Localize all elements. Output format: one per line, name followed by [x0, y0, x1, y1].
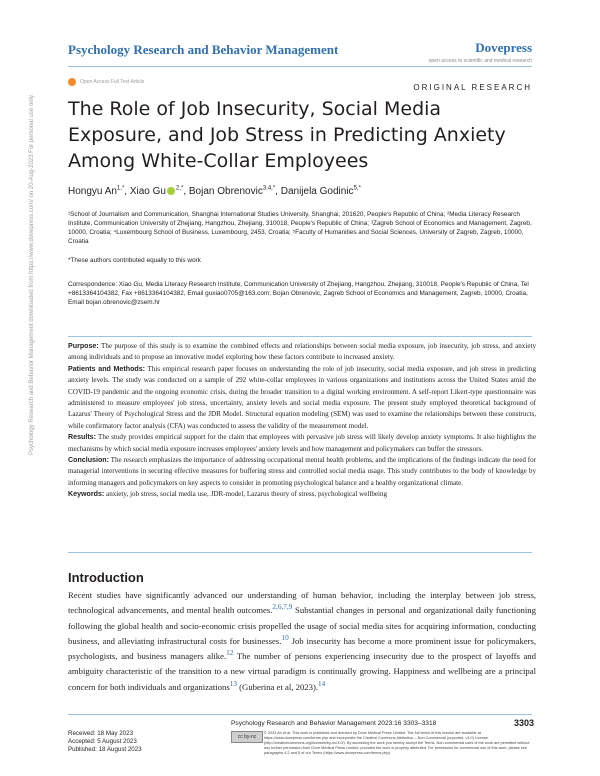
publisher-tagline: open access to scientific and medical research: [428, 58, 532, 64]
affiliations: ¹School of Journalism and Communication, Shanghai International Studies University, Shanghai, 201620, People's Republic of China; ²Media Literacy Research Institute, Communication University of Zhejiang, Hangzhou, Zhejiang, 310018, People's Republic of China; ³Zagreb School of Economics and Management, Zagreb, 10000, Croatia; ⁴Luxembourg School of Business, Luxembourg, 2453, Croatia; ⁵Faculty of Humanities and Social Sciences, University of Zagreb, Zagreb, 10000, Croatia: [68, 211, 532, 245]
footer-rule: [68, 714, 532, 715]
publisher-brand: [429, 40, 532, 64]
publisher-logo: Dovepress: [475, 40, 532, 55]
citation-link[interactable]: 2,6,7,9: [272, 603, 293, 612]
page-number: 3303: [513, 718, 534, 728]
license-badge[interactable]: [231, 731, 263, 743]
license-text: © 2023 An et al. This work is published and licensed by Dove Medical Press Limited. The full terms of this license are available at https://www.dovepress.com/terms.php and incorporate the Creative Commons Attribution – Non Commercial (unported, v3.0) License (http://creativecommons.org/licenses/by-nc/3.0/). By accessing the work you hereby accept the Terms. Non-commercial uses of the work are permitted without any further permission from Dove Medical Press Limited, provided the work is properly attributed. For permission for commercial use of this work, please see paragraphs 4.2 and 5 of our Terms (https://www.dovepress.com/terms.php).: [264, 731, 530, 755]
open-access-note: [68, 78, 144, 86]
abstract-label: Patients and Methods:: [68, 364, 146, 373]
cc-license-icon[interactable]: cc by-nc: [231, 731, 263, 743]
citation-link[interactable]: 14: [318, 679, 326, 688]
abstract: [68, 341, 536, 501]
intro-text: (Guberina et al, 2023).: [236, 681, 319, 692]
header-divider: [68, 66, 532, 67]
abstract-keywords: anxiety, job stress, social media use, JDR-model, Lazarus theory of stress, psychological wellbeing: [106, 490, 388, 499]
citation-link[interactable]: 10: [281, 634, 289, 642]
published-date: Published: 18 August 2023: [68, 746, 142, 753]
footer-citation: Psychology Research and Behavior Management 2023:16 3303–3318: [231, 720, 437, 727]
author-affil-ref: 2,*: [175, 185, 184, 192]
journal-title: Psychology Research and Behavior Management: [68, 42, 339, 57]
abstract-label: Purpose:: [68, 342, 99, 350]
intro-text: Job insecurity has become a more prominent issue for policymakers, psychologists, and business managers alike.: [68, 635, 537, 662]
abstract-top-rule: [68, 336, 532, 337]
abstract-results: The study provides empirical support for the claim that employees with pervasive job stress will likely develop anxiety symptoms. It also highlights the mechanisms by which social media exposure increases employees' anxiety levels and how management and policymakers can buffer the stressors.: [68, 433, 536, 453]
author-name: Danijela Godinic: [280, 186, 354, 197]
section-heading: Introduction: [68, 570, 144, 585]
intro-text: Substantial changes in personal and organizational daily functioning following the global health and socio-economic crisis propelled the usage of social media sites for acquiring information, conducting business, and alleviating infrastructural costs for businesses.: [68, 605, 536, 646]
open-access-icon: [68, 78, 76, 86]
article-type: ORIGINAL RESEARCH: [413, 83, 532, 92]
author-name: Xiao Gu: [129, 186, 166, 197]
abstract-purpose: The purpose of this study is to examine the combined effects and relationships between social media exposure, job insecurity, job stress, and anxiety among individuals and to propose an innovative model exploring how these factors contribute to increased anxiety.: [68, 342, 536, 362]
introduction-text: [68, 588, 536, 695]
download-watermark: Psychology Research and Behavior Management downloaded from https://www.dovepress.com/ on 20-Aug-2023 For personal use only.: [29, 93, 35, 455]
article-title: The Role of Job Insecurity, Social Media Exposure, and Job Stress in Predicting Anxiety Among White-Collar Employees: [68, 98, 506, 172]
received-date: Received: 18 May 2023: [68, 730, 134, 737]
orcid-icon[interactable]: [167, 187, 175, 195]
intro-text: Recent studies have significantly advanced our understanding of human behavior, including the interplay between job stress, technological advancements, and mental health outcomes.: [68, 590, 536, 616]
article-dates: [68, 730, 142, 754]
equal-contribution-note: *These authors contributed equally to this work: [68, 257, 201, 264]
accepted-date: Accepted: 5 August 2023: [68, 738, 137, 745]
author-name: Bojan Obrenovic: [188, 186, 263, 197]
author-affil-ref: 5,*: [353, 185, 361, 192]
open-access-label: Open Access Full Text Article: [80, 79, 145, 85]
citation-link[interactable]: 12: [226, 649, 234, 658]
author-affil-ref: 3,4,*: [262, 185, 276, 192]
citation-link[interactable]: 13: [229, 679, 237, 688]
abstract-label: Keywords:: [68, 490, 105, 499]
abstract-methods: This empirical research paper focuses on understanding the role of job insecurity, social media exposure, and job stress in predicting anxiety levels. The study was conducted on a sample of 292 white-collar employees in various organizations and institutions across the United States amid the COVID-19 pandemic and the ongoing economic crisis, during the broader transition to a digital working environment. A self-report Likert-type questionnaire was administered to measure employees' job stress, uncertainty, anxiety levels and social media exposure. The present study employed theoretical background of Lazarus' Theory of Psychological Stress and the JDR Model. Structural equation modeling (SEM) was used to examine the relationships between these constructs, while confirmatory factor analysis (CFA) was conducted to assess the validity of the measurement model.: [68, 364, 536, 430]
abstract-label: Results:: [68, 433, 96, 442]
author-list: Hongyu $An^{1,*}$, Xiao Gu $^{2,*}$, Bojan Obrenovic$^{3,4,*}$, Danijela Godinic$^{5,*}$: [68, 185, 361, 197]
abstract-bottom-rule: [68, 552, 532, 553]
abstract-label: Conclusion:: [68, 456, 109, 465]
intro-text: The number of persons experiencing insecurity due to the prospect of layoffs and ambiguity characteristic of the transition to a new virtual paradigm is continually growing. Happiness and wellbeing are a principal concern for both individuals and organizations: [68, 651, 536, 692]
author-name: Hongyu An: [68, 186, 117, 197]
abstract-conclusion: The research emphasizes the importance of addressing occupational mental health problems, and the implications of the findings indicate the need for managerial interventions in securing effective measures for buffering stress and controlled social media usage. This study contributes to the body of knowledge by informing managers and policymakers on key aspects to consider in promoting psychological balance and a healthy organizational climate.: [68, 456, 536, 487]
correspondence: Correspondence: Xiao Gu, Media Literacy Research Institute, Communication University of Zhejiang, Hangzhou, Zhejiang, 310018, People's Republic of China, Tel +8613364104382, Fax +8613364104382, Email guxiao0705@163.com; Bojan Obrenovic, Zagreb School of Economics and Management, Zagreb, 10000, Croatia, Email bojan.obrenovic@zsem.hr: [68, 281, 529, 306]
author-affil-ref: 1,*: [116, 185, 125, 192]
